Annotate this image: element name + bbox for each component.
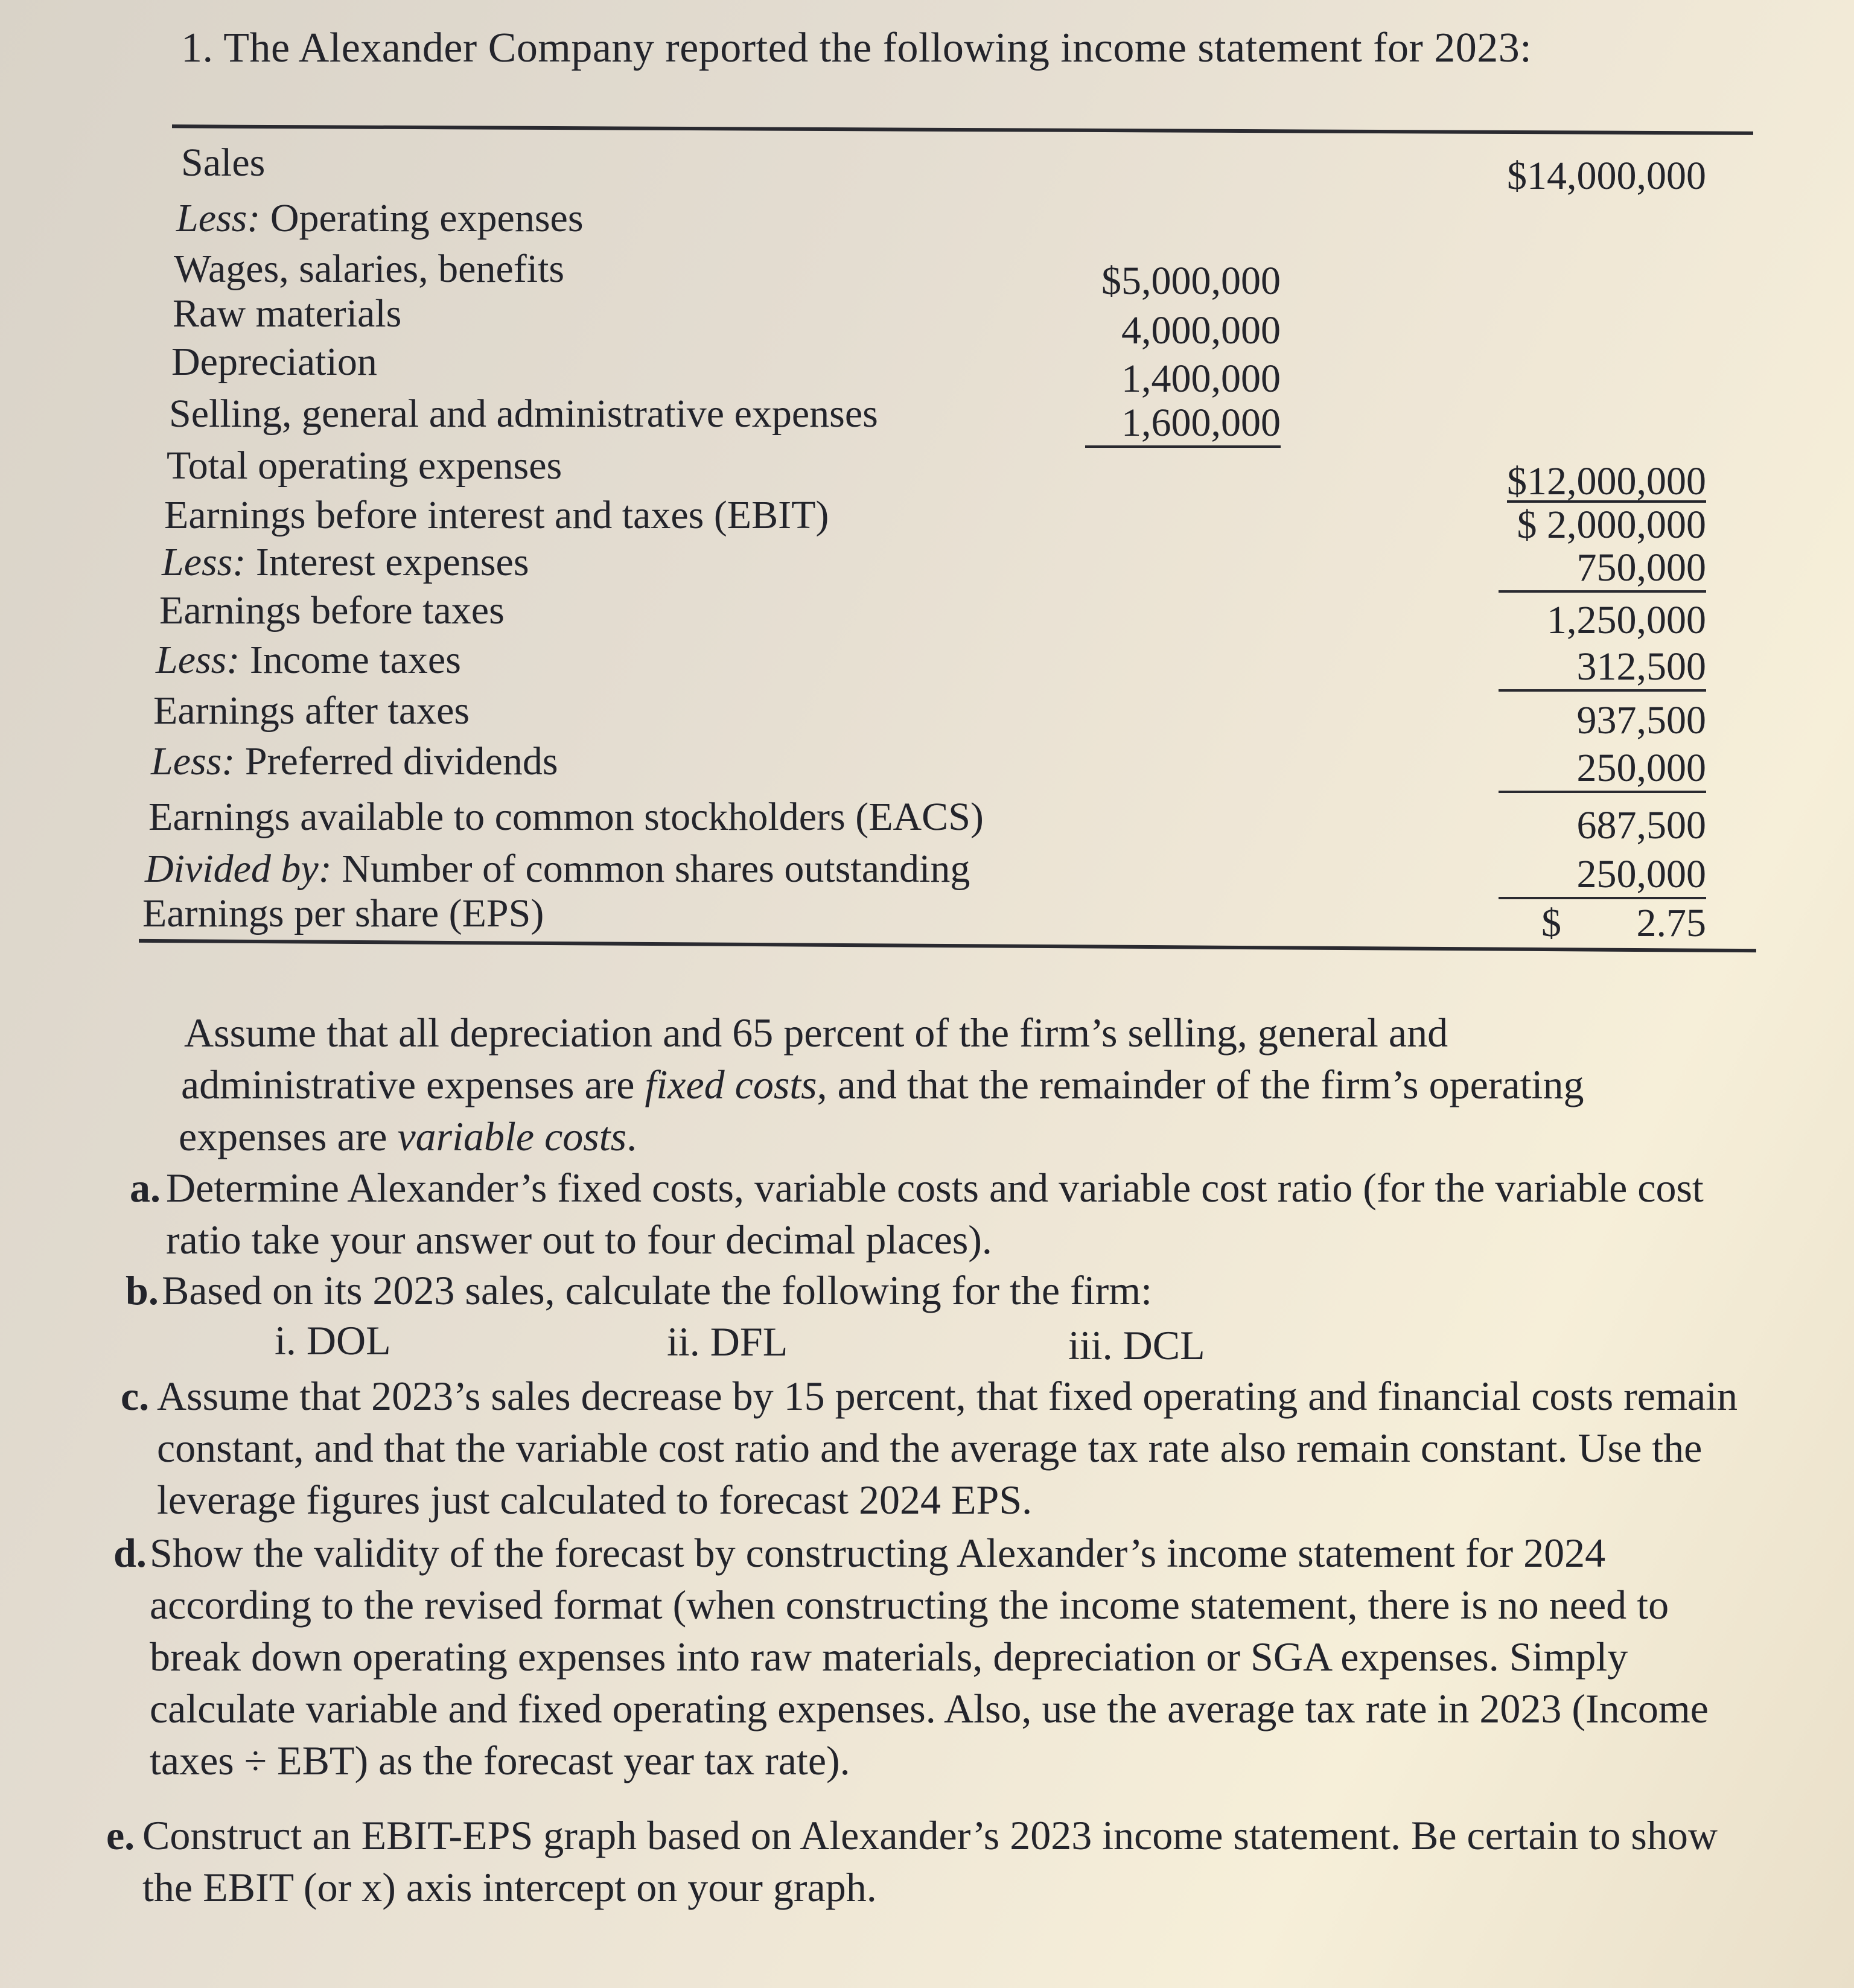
row-value: 2.75 (1636, 901, 1706, 945)
question-b (126, 1264, 1755, 1316)
assumption-text: expenses are (179, 1113, 398, 1159)
row-label: Total operating expenses (167, 444, 562, 488)
row-label: Income taxes (249, 638, 461, 682)
statement-row-sga (0, 389, 1854, 445)
row-label: Earnings available to common stockholders (EACS) (148, 795, 984, 839)
row-prefix: Less: (151, 739, 235, 783)
question-letter: b. (126, 1267, 159, 1313)
row-label: Preferred dividends (244, 739, 558, 783)
subitem-dol: i. DOL (275, 1317, 391, 1363)
statement-row-eat (0, 686, 1854, 742)
statement-row-preferred-dividends (0, 736, 1854, 790)
row-value: 250,000 (1499, 746, 1707, 793)
statement-row-operating-expenses (0, 193, 1854, 244)
assumption-text: , and that the remainder of the firm’s operating (817, 1062, 1584, 1107)
statement-row-eps (0, 888, 1854, 945)
row-value: $12,000,000 (1507, 459, 1706, 503)
fixed-costs-term: fixed costs (645, 1062, 817, 1107)
row-value: $14,000,000 (1507, 154, 1706, 198)
row-prefix: Less: (176, 196, 261, 240)
row-value: $ 2,000,000 (1517, 503, 1706, 547)
question-letter: e. (106, 1812, 135, 1858)
row-prefix: Divided by: (145, 847, 332, 891)
question-text: Construct an EBIT-EPS graph based on Alexander’s 2023 income statement. Be certain to show the EBIT (or x) axis intercept on your graph. (142, 1812, 1718, 1910)
table-bottom-rule (139, 939, 1756, 952)
row-label: Interest expenses (255, 540, 529, 584)
statement-row-ebt (0, 585, 1854, 642)
assumption-text: . (626, 1113, 637, 1159)
row-label: Earnings after taxes (153, 689, 470, 733)
statement-row-depreciation (0, 337, 1854, 401)
row-label: Earnings per share (EPS) (142, 891, 544, 935)
subitem-dfl: ii. DFL (667, 1319, 788, 1365)
row-label: Operating expenses (270, 196, 584, 240)
statement-row-raw-materials (0, 288, 1854, 352)
statement-row-wages (0, 244, 1854, 303)
assumption-text: administrative expenses are (181, 1062, 645, 1107)
statement-row-eacs (0, 792, 1854, 847)
row-value: 750,000 (1499, 546, 1707, 593)
row-label: Number of common shares outstanding (342, 847, 970, 891)
assumption-line-1: Assume that all depreciation and 65 percent of the firm’s selling, general and (184, 1010, 1448, 1056)
statement-row-sales (0, 138, 1854, 198)
row-label: Depreciation (171, 340, 377, 384)
variable-costs-term: variable costs (397, 1113, 627, 1159)
question-d (113, 1527, 1743, 1786)
row-value: 1,600,000 (1085, 401, 1281, 448)
statement-row-shares (0, 844, 1854, 894)
row-label: Earnings before interest and taxes (EBIT) (164, 493, 829, 537)
row-label: Sales (181, 141, 266, 185)
row-value: 250,000 (1499, 852, 1707, 899)
row-label: Selling, general and administrative expenses (169, 392, 878, 436)
statement-row-income-taxes (0, 635, 1854, 689)
question-letter: a. (130, 1165, 161, 1211)
assumption-line-3 (179, 1110, 637, 1162)
row-value: 687,500 (1576, 803, 1706, 847)
problem-title: 1. The Alexander Company reported the following income statement for 2023: (181, 25, 1532, 71)
question-c (121, 1370, 1750, 1526)
row-label: Wages, salaries, benefits (174, 247, 565, 291)
row-value: 937,500 (1576, 698, 1706, 742)
row-value: $5,000,000 (1101, 259, 1281, 303)
question-letter: c. (121, 1373, 150, 1419)
row-prefix: Less: (162, 540, 246, 584)
row-value: 1,400,000 (1121, 357, 1281, 401)
assumption-line-2 (181, 1059, 1584, 1110)
row-label: Earnings before taxes (159, 588, 505, 632)
question-text: Based on its 2023 sales, calculate the following for the firm: (162, 1267, 1153, 1313)
row-value: 4,000,000 (1121, 308, 1281, 352)
row-prefix: Less: (156, 638, 240, 682)
question-e (106, 1809, 1736, 1913)
question-text: Show the validity of the forecast by constructing Alexander’s income statement for 2024 according to the revised format (when constructing the income statement, there is no need to break down operating expenses into raw materials, depreciation or SGA expenses. Simply calculate variable and fixed operating expenses. Also, use the average tax rate in 2023 (Income taxes ÷ EBT) as the forecast year tax rate). (150, 1530, 1709, 1783)
subitem-dcl: iii. DCL (1068, 1322, 1205, 1368)
question-text: Assume that 2023’s sales decrease by 15 percent, that fixed operating and financial costs remain constant, and that the variable cost ratio and the average tax rate also remain constant. Use the leverage figures just calculated to forecast 2024 EPS. (157, 1373, 1738, 1523)
row-value: 1,250,000 (1547, 598, 1706, 642)
statement-row-total-operating (0, 441, 1854, 503)
row-label: Raw materials (173, 292, 402, 336)
row-value: 312,500 (1499, 645, 1707, 692)
question-letter: d. (113, 1530, 147, 1576)
eps-dollar-sign: $ (1541, 901, 1561, 945)
question-text: Determine Alexander’s fixed costs, variable costs and variable cost ratio (for the variable cost ratio take your answer out to four decimal places). (166, 1165, 1704, 1263)
statement-row-interest (0, 537, 1854, 588)
statement-row-ebit (0, 490, 1854, 547)
question-a (130, 1162, 1759, 1266)
table-top-rule (172, 124, 1753, 135)
